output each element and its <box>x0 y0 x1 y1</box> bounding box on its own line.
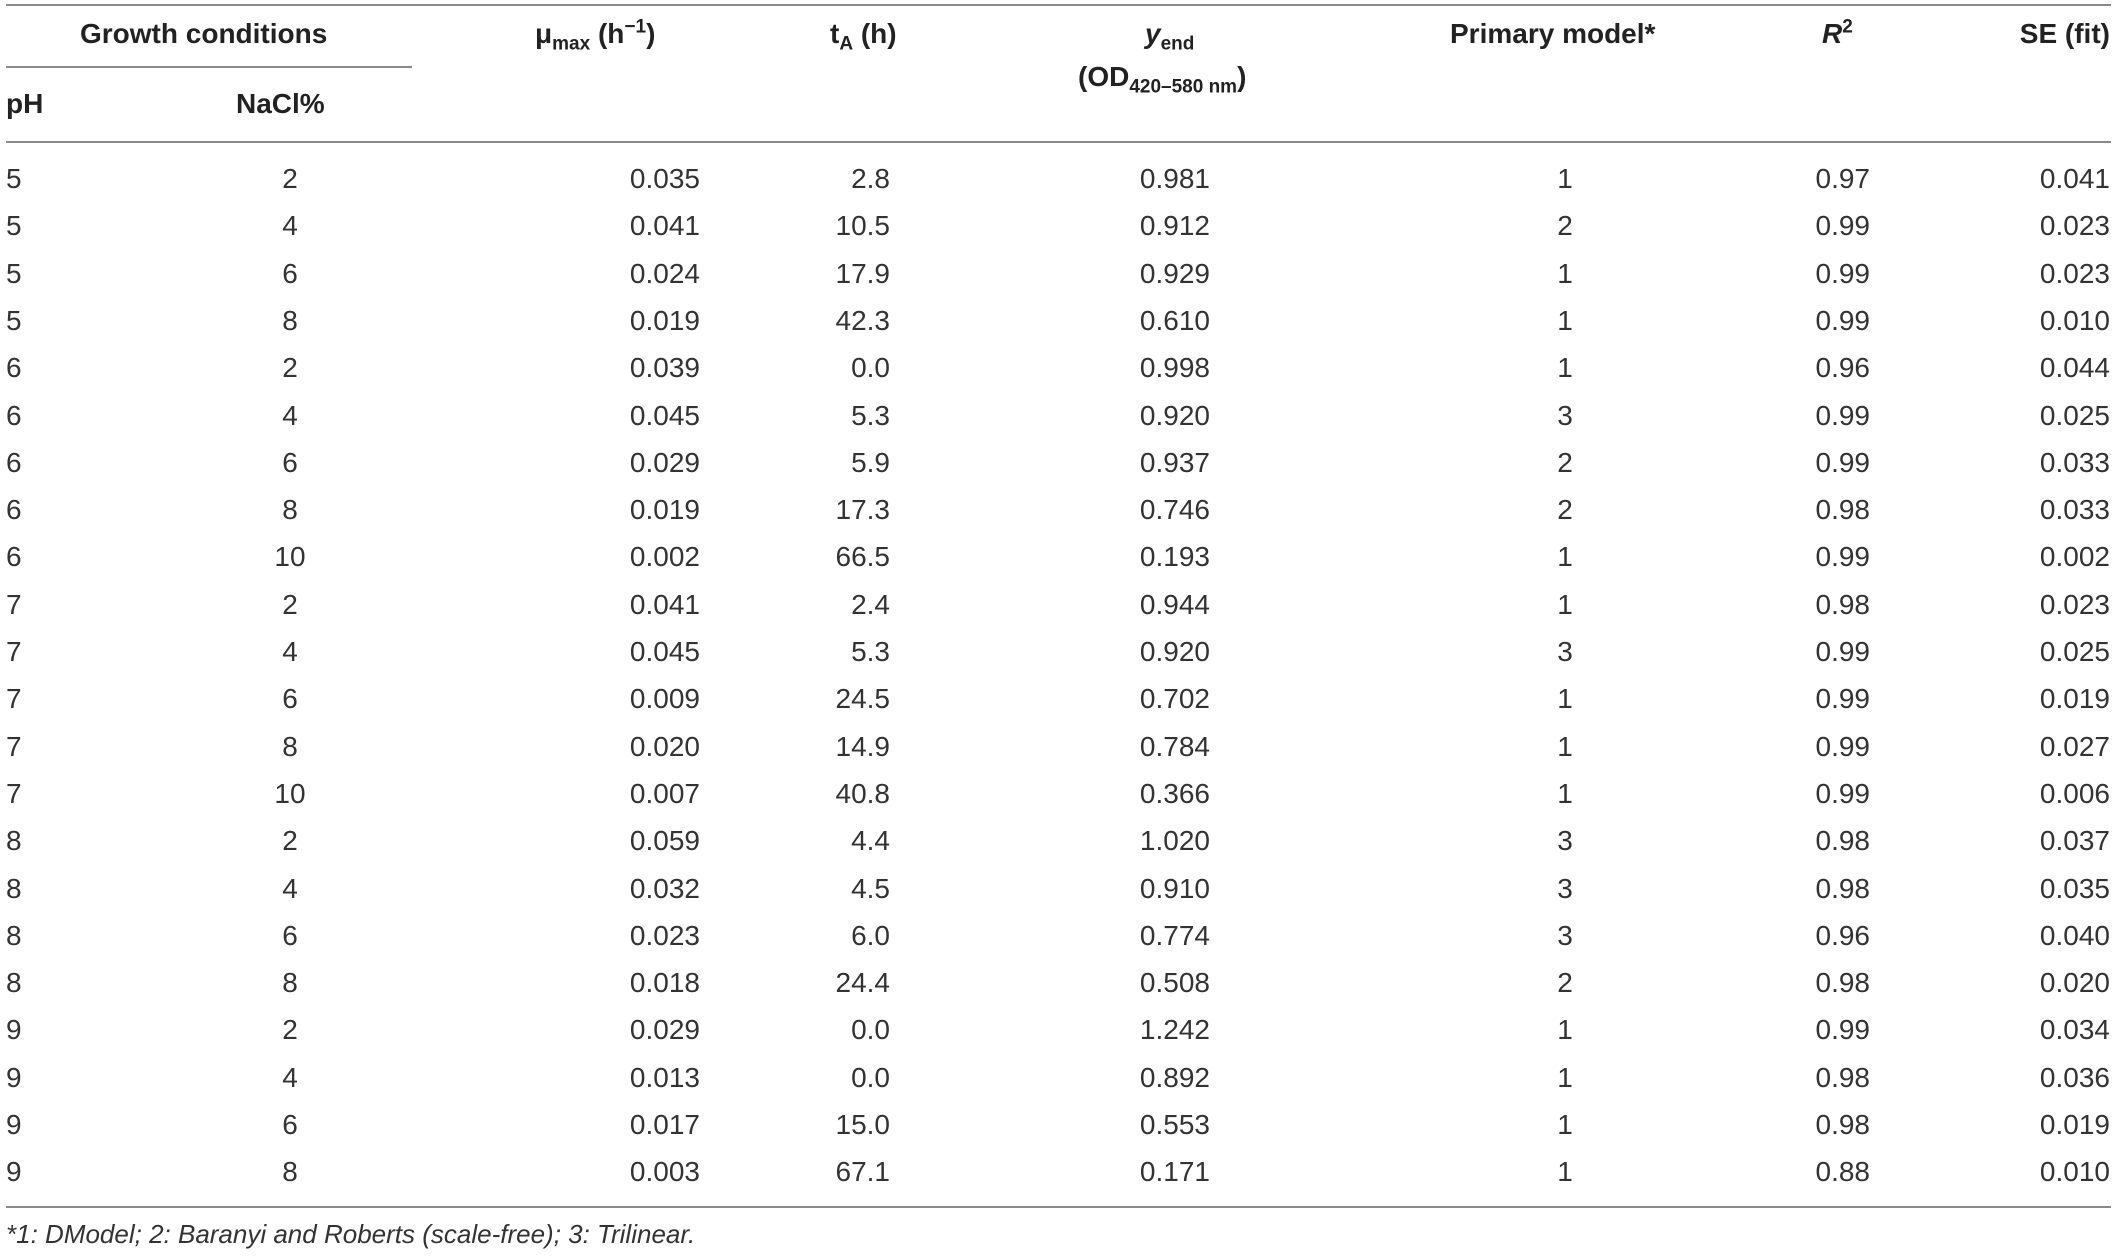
cell-r-squared: 0.98 <box>1815 1062 1870 1093</box>
cell-ph: 7 <box>6 589 22 620</box>
cell-ph: 5 <box>6 210 22 241</box>
cell-y-end: 0.553 <box>1139 1109 1210 1140</box>
cell-t-a: 2.4 <box>851 589 890 620</box>
cell-r-squared: 0.88 <box>1815 1156 1870 1187</box>
cell-mu-max: 0.017 <box>629 1109 700 1140</box>
cell-t-a: 5.9 <box>851 447 890 478</box>
cell-r-squared: 0.99 <box>1815 778 1870 809</box>
cell-mu-max: 0.002 <box>629 541 700 572</box>
cell-primary-model: 3 <box>1557 636 1573 667</box>
cell-r-squared: 0.99 <box>1815 400 1870 431</box>
cell-nacl: 4 <box>282 210 298 241</box>
cell-t-a: 66.5 <box>835 541 890 572</box>
cell-y-end: 0.998 <box>1139 352 1210 383</box>
cell-primary-model: 1 <box>1557 541 1573 572</box>
cell-ph: 7 <box>6 778 22 809</box>
cell-se-fit: 0.025 <box>2039 636 2110 667</box>
cell-t-a: 14.9 <box>835 731 890 762</box>
cell-ph: 7 <box>6 683 22 714</box>
mu-subscript: max <box>552 33 591 55</box>
cell-y-end: 0.702 <box>1139 683 1210 714</box>
cell-se-fit: 0.010 <box>2039 305 2110 336</box>
cell-primary-model: 3 <box>1557 825 1573 856</box>
cell-ph: 8 <box>6 873 22 904</box>
cell-primary-model: 1 <box>1557 778 1573 809</box>
cell-t-a: 2.8 <box>851 163 890 194</box>
cell-y-end: 0.944 <box>1139 589 1210 620</box>
y-subscript: end <box>1160 33 1195 55</box>
cell-y-end: 0.920 <box>1139 636 1210 667</box>
y-unit-open: (OD <box>1078 61 1130 92</box>
cell-se-fit: 0.041 <box>2039 163 2110 194</box>
cell-mu-max: 0.041 <box>629 589 700 620</box>
cell-ph: 7 <box>6 731 22 762</box>
cell-r-squared: 0.98 <box>1815 494 1870 525</box>
cell-y-end: 0.937 <box>1139 447 1210 478</box>
cell-se-fit: 0.034 <box>2039 1014 2110 1045</box>
cell-se-fit: 0.035 <box>2039 873 2110 904</box>
cell-nacl: 8 <box>282 731 298 762</box>
cell-se-fit: 0.033 <box>2039 447 2110 478</box>
cell-nacl: 8 <box>282 494 298 525</box>
cell-y-end: 0.508 <box>1139 967 1210 998</box>
ta-subscript: A <box>839 33 854 55</box>
cell-primary-model: 1 <box>1557 258 1573 289</box>
cell-nacl: 4 <box>282 400 298 431</box>
cell-y-end: 0.171 <box>1139 1156 1210 1187</box>
cell-primary-model: 1 <box>1557 163 1573 194</box>
cell-t-a: 67.1 <box>835 1156 890 1187</box>
cell-ph: 5 <box>6 163 22 194</box>
cell-y-end: 0.193 <box>1139 541 1210 572</box>
cell-mu-max: 0.039 <box>629 352 700 383</box>
cell-primary-model: 3 <box>1557 400 1573 431</box>
cell-t-a: 5.3 <box>851 636 890 667</box>
cell-nacl: 4 <box>282 873 298 904</box>
cell-nacl: 6 <box>282 447 298 478</box>
header-ph: pH <box>6 88 44 119</box>
cell-r-squared: 0.98 <box>1815 589 1870 620</box>
cell-nacl: 2 <box>282 1014 298 1045</box>
cell-primary-model: 2 <box>1557 967 1573 998</box>
cell-t-a: 42.3 <box>835 305 890 336</box>
cell-t-a: 24.4 <box>835 967 890 998</box>
bottom-rule <box>6 1206 2111 1208</box>
cell-mu-max: 0.035 <box>629 163 700 194</box>
cell-mu-max: 0.045 <box>629 636 700 667</box>
cell-ph: 8 <box>6 967 22 998</box>
cell-r-squared: 0.99 <box>1815 1014 1870 1045</box>
cell-mu-max: 0.019 <box>629 305 700 336</box>
cell-t-a: 15.0 <box>835 1109 890 1140</box>
cell-mu-max: 0.041 <box>629 210 700 241</box>
cell-se-fit: 0.040 <box>2039 920 2110 951</box>
cell-y-end: 0.366 <box>1139 778 1210 809</box>
cell-t-a: 17.3 <box>835 494 890 525</box>
cell-se-fit: 0.010 <box>2039 1156 2110 1187</box>
cell-y-end: 0.929 <box>1139 258 1210 289</box>
r2-symbol: R <box>1822 18 1843 49</box>
cell-primary-model: 1 <box>1557 1109 1573 1140</box>
cell-y-end: 0.610 <box>1139 305 1210 336</box>
cell-nacl: 6 <box>282 1109 298 1140</box>
cell-primary-model: 1 <box>1557 1062 1573 1093</box>
cell-primary-model: 2 <box>1557 494 1573 525</box>
cell-ph: 8 <box>6 825 22 856</box>
cell-nacl: 6 <box>282 920 298 951</box>
cell-nacl: 2 <box>282 163 298 194</box>
header-primary-model: Primary model* <box>1450 18 1656 49</box>
cell-primary-model: 2 <box>1557 210 1573 241</box>
cell-y-end: 0.774 <box>1139 920 1210 951</box>
cell-primary-model: 1 <box>1557 683 1573 714</box>
cell-primary-model: 1 <box>1557 1014 1573 1045</box>
cell-primary-model: 1 <box>1557 589 1573 620</box>
cell-ph: 6 <box>6 541 22 572</box>
cell-primary-model: 1 <box>1557 1156 1573 1187</box>
cell-mu-max: 0.019 <box>629 494 700 525</box>
cell-r-squared: 0.99 <box>1815 258 1870 289</box>
cell-r-squared: 0.99 <box>1815 305 1870 336</box>
mu-unit-open: (h <box>590 18 625 49</box>
cell-r-squared: 0.99 <box>1815 731 1870 762</box>
cell-ph: 9 <box>6 1109 22 1140</box>
cell-t-a: 24.5 <box>835 683 890 714</box>
cell-t-a: 6.0 <box>851 920 890 951</box>
y-symbol: y <box>1145 18 1161 49</box>
cell-r-squared: 0.99 <box>1815 447 1870 478</box>
cell-t-a: 40.8 <box>835 778 890 809</box>
header-growth-conditions: Growth conditions <box>80 18 328 49</box>
cell-nacl: 10 <box>274 541 306 572</box>
header-se-fit: SE (fit) <box>2019 18 2110 49</box>
cell-t-a: 0.0 <box>851 352 890 383</box>
cell-ph: 6 <box>6 400 22 431</box>
cell-primary-model: 3 <box>1557 920 1573 951</box>
cell-y-end: 0.892 <box>1139 1062 1210 1093</box>
header-mu-max <box>535 16 656 55</box>
cell-r-squared: 0.96 <box>1815 920 1870 951</box>
cell-nacl: 6 <box>282 258 298 289</box>
cell-ph: 9 <box>6 1014 22 1045</box>
cell-r-squared: 0.99 <box>1815 683 1870 714</box>
cell-t-a: 10.5 <box>835 210 890 241</box>
cell-ph: 7 <box>6 636 22 667</box>
cell-nacl: 8 <box>282 305 298 336</box>
cell-y-end: 0.784 <box>1139 731 1210 762</box>
cell-se-fit: 0.023 <box>2039 210 2110 241</box>
cell-y-end: 0.981 <box>1139 163 1210 194</box>
cell-se-fit: 0.036 <box>2039 1062 2110 1093</box>
cell-t-a: 0.0 <box>851 1062 890 1093</box>
cell-ph: 5 <box>6 258 22 289</box>
cell-se-fit: 0.044 <box>2039 352 2110 383</box>
cell-ph: 6 <box>6 494 22 525</box>
header-y-end <box>1145 17 1195 55</box>
top-rule <box>6 4 2111 6</box>
cell-y-end: 0.910 <box>1139 873 1210 904</box>
cell-r-squared: 0.98 <box>1815 1109 1870 1140</box>
cell-mu-max: 0.013 <box>629 1062 700 1093</box>
cell-nacl: 4 <box>282 1062 298 1093</box>
cell-primary-model: 1 <box>1557 731 1573 762</box>
mu-unit-close: ) <box>646 18 656 49</box>
r2-exponent: 2 <box>1842 16 1853 38</box>
cell-primary-model: 2 <box>1557 447 1573 478</box>
cell-t-a: 4.5 <box>851 873 890 904</box>
cell-y-end: 0.920 <box>1139 400 1210 431</box>
cell-ph: 6 <box>6 352 22 383</box>
cell-mu-max: 0.032 <box>629 873 700 904</box>
cell-nacl: 6 <box>282 683 298 714</box>
cell-mu-max: 0.003 <box>629 1156 700 1187</box>
cell-se-fit: 0.037 <box>2039 825 2110 856</box>
cell-r-squared: 0.98 <box>1815 873 1870 904</box>
cell-mu-max: 0.045 <box>629 400 700 431</box>
cell-se-fit: 0.027 <box>2039 731 2110 762</box>
cell-mu-max: 0.020 <box>629 731 700 762</box>
cell-t-a: 0.0 <box>851 1014 890 1045</box>
cell-se-fit: 0.019 <box>2039 1109 2110 1140</box>
cell-se-fit: 0.033 <box>2039 494 2110 525</box>
cell-t-a: 17.9 <box>835 258 890 289</box>
cell-r-squared: 0.99 <box>1815 210 1870 241</box>
header-y-end-unit <box>1078 60 1247 98</box>
cell-primary-model: 3 <box>1557 873 1573 904</box>
cell-mu-max: 0.023 <box>629 920 700 951</box>
cell-primary-model: 1 <box>1557 305 1573 336</box>
header-r-squared <box>1822 17 1853 51</box>
ta-symbol: t <box>830 18 840 49</box>
cell-mu-max: 0.007 <box>629 778 700 809</box>
cell-ph: 8 <box>6 920 22 951</box>
mu-symbol: μ <box>535 18 553 49</box>
cell-nacl: 2 <box>282 352 298 383</box>
cell-ph: 6 <box>6 447 22 478</box>
cell-y-end: 0.912 <box>1139 210 1210 241</box>
cell-y-end: 1.242 <box>1139 1014 1210 1045</box>
cell-se-fit: 0.023 <box>2039 589 2110 620</box>
cell-mu-max: 0.018 <box>629 967 700 998</box>
y-unit-close: ) <box>1237 61 1247 92</box>
ta-unit: (h) <box>853 18 897 49</box>
cell-se-fit: 0.025 <box>2039 400 2110 431</box>
cell-se-fit: 0.020 <box>2039 967 2110 998</box>
cell-r-squared: 0.97 <box>1815 163 1870 194</box>
cell-y-end: 0.746 <box>1139 494 1210 525</box>
cell-t-a: 4.4 <box>851 825 890 856</box>
cell-se-fit: 0.023 <box>2039 258 2110 289</box>
y-unit-subscript: 420–580 nm <box>1129 76 1238 98</box>
cell-mu-max: 0.009 <box>629 683 700 714</box>
cell-r-squared: 0.98 <box>1815 967 1870 998</box>
cell-ph: 5 <box>6 305 22 336</box>
group-underline <box>6 66 412 68</box>
cell-nacl: 8 <box>282 1156 298 1187</box>
cell-se-fit: 0.006 <box>2039 778 2110 809</box>
cell-nacl: 2 <box>282 825 298 856</box>
cell-r-squared: 0.96 <box>1815 352 1870 383</box>
cell-mu-max: 0.059 <box>629 825 700 856</box>
cell-ph: 9 <box>6 1062 22 1093</box>
mu-unit-exponent: −1 <box>624 16 647 38</box>
header-t-a <box>830 17 897 55</box>
cell-se-fit: 0.002 <box>2039 541 2110 572</box>
header-rule <box>6 141 2111 143</box>
cell-se-fit: 0.019 <box>2039 683 2110 714</box>
cell-mu-max: 0.029 <box>629 1014 700 1045</box>
cell-nacl: 4 <box>282 636 298 667</box>
cell-nacl: 10 <box>274 778 306 809</box>
cell-nacl: 8 <box>282 967 298 998</box>
cell-y-end: 1.020 <box>1139 825 1210 856</box>
cell-mu-max: 0.029 <box>629 447 700 478</box>
header-nacl: NaCl% <box>236 88 325 119</box>
cell-r-squared: 0.99 <box>1815 541 1870 572</box>
table-footnote: *1: DModel; 2: Baranyi and Roberts (scale-free); 3: Trilinear. <box>6 1219 696 1249</box>
cell-t-a: 5.3 <box>851 400 890 431</box>
cell-ph: 9 <box>6 1156 22 1187</box>
cell-mu-max: 0.024 <box>629 258 700 289</box>
cell-primary-model: 1 <box>1557 352 1573 383</box>
cell-r-squared: 0.99 <box>1815 636 1870 667</box>
cell-r-squared: 0.98 <box>1815 825 1870 856</box>
cell-nacl: 2 <box>282 589 298 620</box>
